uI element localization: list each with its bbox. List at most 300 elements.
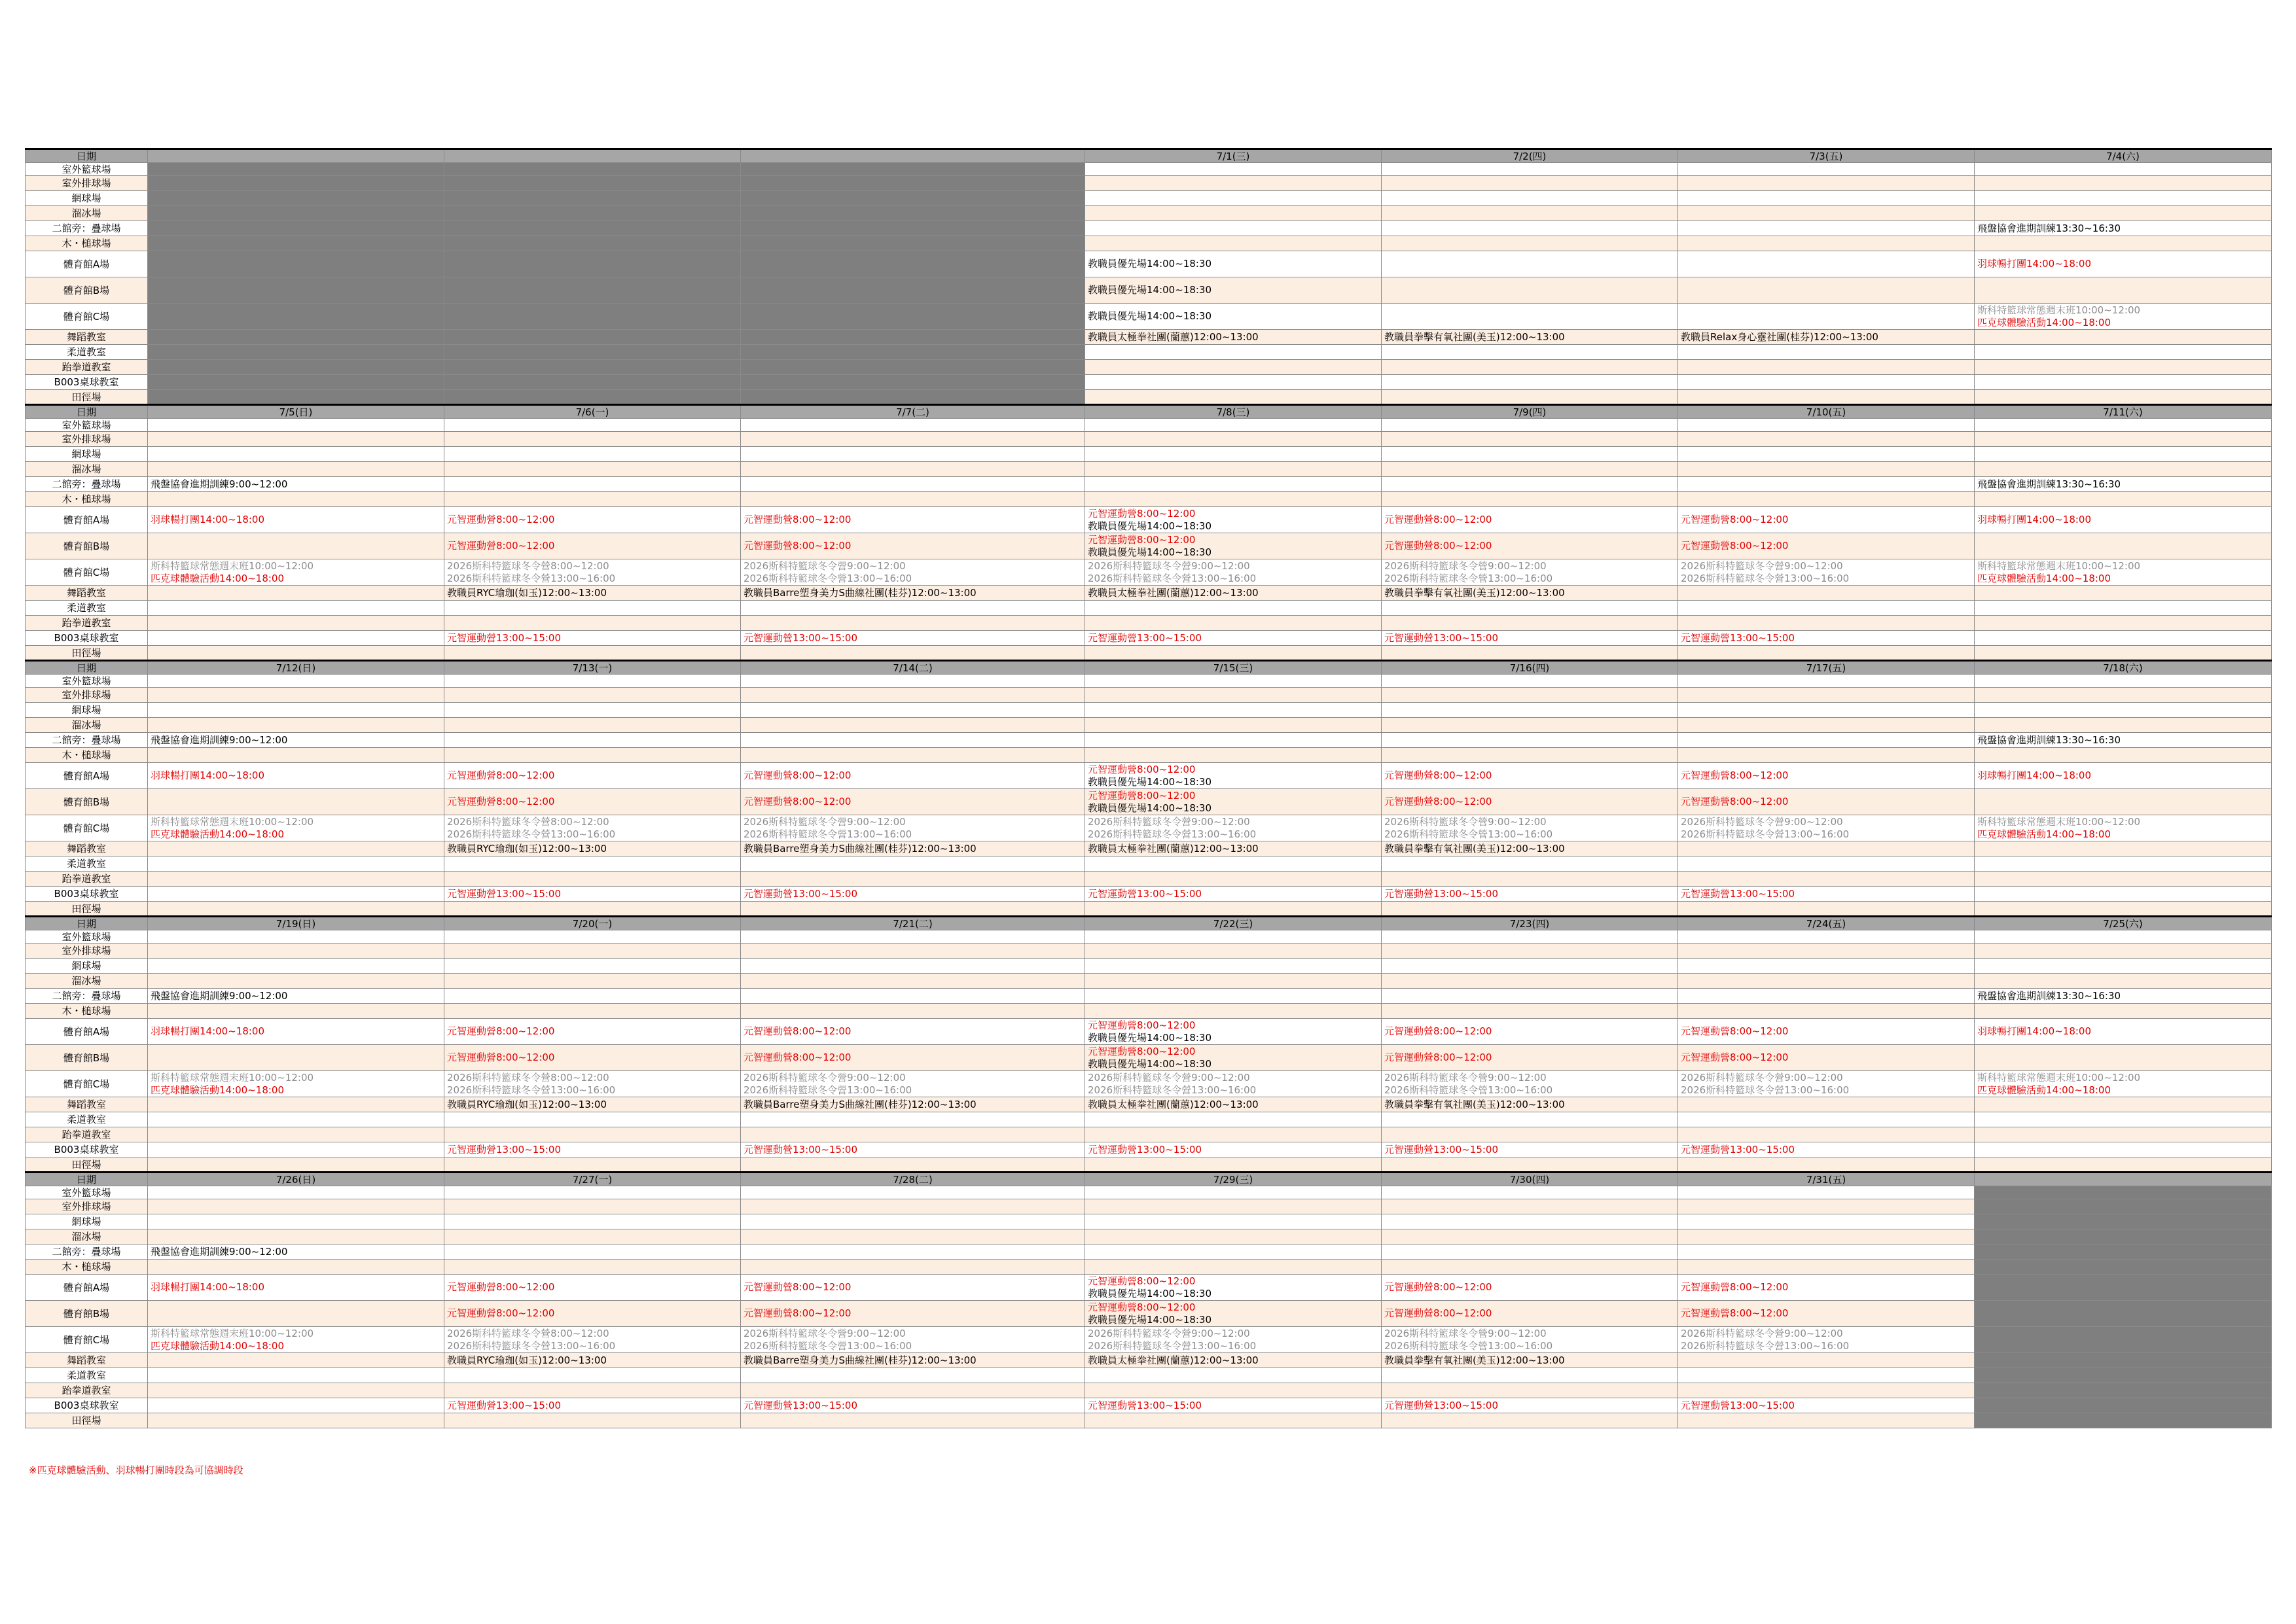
schedule-cell[interactable] xyxy=(1975,1275,2272,1301)
schedule-cell[interactable] xyxy=(148,748,444,763)
schedule-cell[interactable] xyxy=(148,533,444,559)
schedule-cell[interactable] xyxy=(1382,1127,1678,1142)
schedule-cell[interactable] xyxy=(1085,675,1382,688)
schedule-cell[interactable] xyxy=(1975,586,2272,601)
schedule-cell[interactable] xyxy=(148,330,444,345)
schedule-cell[interactable] xyxy=(741,1199,1085,1214)
schedule-cell[interactable] xyxy=(1382,902,1678,917)
schedule-cell[interactable] xyxy=(1085,974,1382,989)
schedule-cell[interactable] xyxy=(741,1186,1085,1199)
schedule-cell[interactable] xyxy=(1085,1199,1382,1214)
schedule-cell[interactable] xyxy=(1382,601,1678,616)
schedule-cell[interactable] xyxy=(1975,419,2272,432)
schedule-cell[interactable] xyxy=(1085,533,1382,559)
schedule-cell[interactable] xyxy=(1678,1398,1975,1413)
schedule-cell[interactable] xyxy=(1678,236,1975,251)
schedule-cell[interactable] xyxy=(1975,748,2272,763)
schedule-cell[interactable] xyxy=(741,390,1085,405)
schedule-cell[interactable] xyxy=(1382,930,1678,944)
schedule-cell[interactable] xyxy=(1975,1112,2272,1127)
schedule-cell[interactable] xyxy=(148,930,444,944)
schedule-cell[interactable] xyxy=(1382,586,1678,601)
schedule-cell[interactable] xyxy=(1678,533,1975,559)
schedule-cell[interactable] xyxy=(444,447,741,462)
schedule-cell[interactable] xyxy=(741,432,1085,447)
schedule-cell[interactable] xyxy=(148,1157,444,1173)
schedule-cell[interactable] xyxy=(1975,616,2272,631)
schedule-cell[interactable] xyxy=(444,1413,741,1428)
schedule-cell[interactable] xyxy=(444,601,741,616)
schedule-cell[interactable] xyxy=(1975,959,2272,974)
schedule-cell[interactable] xyxy=(1382,959,1678,974)
schedule-cell[interactable] xyxy=(741,277,1085,304)
schedule-cell[interactable] xyxy=(741,1127,1085,1142)
schedule-cell[interactable] xyxy=(1975,191,2272,206)
schedule-cell[interactable] xyxy=(1085,601,1382,616)
schedule-cell[interactable] xyxy=(1085,1112,1382,1127)
schedule-cell[interactable] xyxy=(148,688,444,703)
schedule-cell[interactable] xyxy=(1975,559,2272,586)
schedule-cell[interactable] xyxy=(1975,1327,2272,1353)
schedule-cell[interactable] xyxy=(1678,718,1975,733)
schedule-cell[interactable] xyxy=(1678,1413,1975,1428)
schedule-cell[interactable] xyxy=(1975,646,2272,661)
schedule-cell[interactable] xyxy=(1085,507,1382,533)
schedule-cell[interactable] xyxy=(1382,631,1678,646)
schedule-cell[interactable] xyxy=(1085,631,1382,646)
schedule-cell[interactable] xyxy=(1085,462,1382,477)
schedule-cell[interactable] xyxy=(1085,1045,1382,1071)
schedule-cell[interactable] xyxy=(1382,1413,1678,1428)
schedule-cell[interactable] xyxy=(1975,1353,2272,1368)
schedule-cell[interactable] xyxy=(741,462,1085,477)
schedule-cell[interactable] xyxy=(1975,675,2272,688)
schedule-cell[interactable] xyxy=(1678,675,1975,688)
schedule-cell[interactable] xyxy=(148,1004,444,1019)
schedule-cell[interactable] xyxy=(1678,1045,1975,1071)
schedule-cell[interactable] xyxy=(148,944,444,959)
schedule-cell[interactable] xyxy=(741,733,1085,748)
schedule-cell[interactable] xyxy=(1975,507,2272,533)
schedule-cell[interactable] xyxy=(444,974,741,989)
schedule-cell[interactable] xyxy=(741,507,1085,533)
schedule-cell[interactable] xyxy=(741,1071,1085,1097)
schedule-cell[interactable] xyxy=(1678,304,1975,330)
schedule-cell[interactable] xyxy=(1085,688,1382,703)
schedule-cell[interactable] xyxy=(1085,1019,1382,1045)
schedule-cell[interactable] xyxy=(741,375,1085,390)
schedule-cell[interactable] xyxy=(1382,718,1678,733)
schedule-cell[interactable] xyxy=(148,974,444,989)
schedule-cell[interactable] xyxy=(1382,1353,1678,1368)
schedule-cell[interactable] xyxy=(741,559,1085,586)
schedule-cell[interactable] xyxy=(1085,1275,1382,1301)
schedule-cell[interactable] xyxy=(1382,277,1678,304)
schedule-cell[interactable] xyxy=(148,304,444,330)
schedule-cell[interactable] xyxy=(1678,1214,1975,1229)
schedule-cell[interactable] xyxy=(444,748,741,763)
schedule-cell[interactable] xyxy=(741,974,1085,989)
schedule-cell[interactable] xyxy=(1678,163,1975,176)
schedule-cell[interactable] xyxy=(1678,191,1975,206)
schedule-cell[interactable] xyxy=(1382,872,1678,887)
schedule-cell[interactable] xyxy=(1085,733,1382,748)
schedule-cell[interactable] xyxy=(444,703,741,718)
schedule-cell[interactable] xyxy=(444,616,741,631)
schedule-cell[interactable] xyxy=(1678,601,1975,616)
schedule-cell[interactable] xyxy=(1382,1260,1678,1275)
schedule-cell[interactable] xyxy=(148,959,444,974)
schedule-cell[interactable] xyxy=(1975,447,2272,462)
schedule-cell[interactable] xyxy=(148,163,444,176)
schedule-cell[interactable] xyxy=(1678,1368,1975,1383)
schedule-cell[interactable] xyxy=(1678,1383,1975,1398)
schedule-cell[interactable] xyxy=(1678,1019,1975,1045)
schedule-cell[interactable] xyxy=(1678,390,1975,405)
schedule-cell[interactable] xyxy=(741,447,1085,462)
schedule-cell[interactable] xyxy=(1678,733,1975,748)
schedule-cell[interactable] xyxy=(1678,1244,1975,1260)
schedule-cell[interactable] xyxy=(1085,1186,1382,1199)
schedule-cell[interactable] xyxy=(444,462,741,477)
schedule-cell[interactable] xyxy=(148,675,444,688)
schedule-cell[interactable] xyxy=(1678,1004,1975,1019)
schedule-cell[interactable] xyxy=(1975,989,2272,1004)
schedule-cell[interactable] xyxy=(1382,1368,1678,1383)
schedule-cell[interactable] xyxy=(1678,1275,1975,1301)
schedule-cell[interactable] xyxy=(148,375,444,390)
schedule-cell[interactable] xyxy=(1678,703,1975,718)
schedule-cell[interactable] xyxy=(1085,1214,1382,1229)
schedule-cell[interactable] xyxy=(148,236,444,251)
schedule-cell[interactable] xyxy=(1678,1301,1975,1327)
schedule-cell[interactable] xyxy=(148,646,444,661)
schedule-cell[interactable] xyxy=(1085,375,1382,390)
schedule-cell[interactable] xyxy=(148,419,444,432)
schedule-cell[interactable] xyxy=(1382,251,1678,277)
schedule-cell[interactable] xyxy=(1382,733,1678,748)
schedule-cell[interactable] xyxy=(1382,1301,1678,1327)
schedule-cell[interactable] xyxy=(1975,1260,2272,1275)
schedule-cell[interactable] xyxy=(1678,930,1975,944)
schedule-cell[interactable] xyxy=(741,1353,1085,1368)
schedule-cell[interactable] xyxy=(148,1071,444,1097)
schedule-cell[interactable] xyxy=(1975,1368,2272,1383)
schedule-cell[interactable] xyxy=(148,447,444,462)
schedule-cell[interactable] xyxy=(148,887,444,902)
schedule-cell[interactable] xyxy=(1975,1229,2272,1244)
schedule-cell[interactable] xyxy=(1085,477,1382,492)
schedule-cell[interactable] xyxy=(1678,586,1975,601)
schedule-cell[interactable] xyxy=(741,1244,1085,1260)
schedule-cell[interactable] xyxy=(1085,1260,1382,1275)
schedule-cell[interactable] xyxy=(444,533,741,559)
schedule-cell[interactable] xyxy=(1382,1186,1678,1199)
schedule-cell[interactable] xyxy=(1975,601,2272,616)
schedule-cell[interactable] xyxy=(148,176,444,191)
schedule-cell[interactable] xyxy=(148,733,444,748)
schedule-cell[interactable] xyxy=(1382,492,1678,507)
schedule-cell[interactable] xyxy=(1382,646,1678,661)
schedule-cell[interactable] xyxy=(1382,345,1678,360)
schedule-cell[interactable] xyxy=(1085,251,1382,277)
schedule-cell[interactable] xyxy=(1382,675,1678,688)
schedule-cell[interactable] xyxy=(1975,360,2272,375)
schedule-cell[interactable] xyxy=(1382,206,1678,221)
schedule-cell[interactable] xyxy=(1382,763,1678,789)
schedule-cell[interactable] xyxy=(148,345,444,360)
schedule-cell[interactable] xyxy=(741,887,1085,902)
schedule-cell[interactable] xyxy=(1085,1398,1382,1413)
schedule-cell[interactable] xyxy=(1975,330,2272,345)
schedule-cell[interactable] xyxy=(1975,841,2272,856)
schedule-cell[interactable] xyxy=(1678,492,1975,507)
schedule-cell[interactable] xyxy=(1678,477,1975,492)
schedule-cell[interactable] xyxy=(444,989,741,1004)
schedule-cell[interactable] xyxy=(741,533,1085,559)
schedule-cell[interactable] xyxy=(1085,872,1382,887)
schedule-cell[interactable] xyxy=(1975,251,2272,277)
schedule-cell[interactable] xyxy=(1382,1142,1678,1157)
schedule-cell[interactable] xyxy=(1085,1127,1382,1142)
schedule-cell[interactable] xyxy=(444,1301,741,1327)
schedule-cell[interactable] xyxy=(1678,1071,1975,1097)
schedule-cell[interactable] xyxy=(148,841,444,856)
schedule-cell[interactable] xyxy=(1678,251,1975,277)
schedule-cell[interactable] xyxy=(148,1199,444,1214)
schedule-cell[interactable] xyxy=(1678,559,1975,586)
schedule-cell[interactable] xyxy=(1085,432,1382,447)
schedule-cell[interactable] xyxy=(444,375,741,390)
schedule-cell[interactable] xyxy=(1085,1301,1382,1327)
schedule-cell[interactable] xyxy=(1975,277,2272,304)
schedule-cell[interactable] xyxy=(1382,447,1678,462)
schedule-cell[interactable] xyxy=(1085,789,1382,815)
schedule-cell[interactable] xyxy=(1975,718,2272,733)
schedule-cell[interactable] xyxy=(1085,330,1382,345)
schedule-cell[interactable] xyxy=(1975,789,2272,815)
schedule-cell[interactable] xyxy=(1975,206,2272,221)
schedule-cell[interactable] xyxy=(444,492,741,507)
schedule-cell[interactable] xyxy=(1085,1327,1382,1353)
schedule-cell[interactable] xyxy=(1678,1186,1975,1199)
schedule-cell[interactable] xyxy=(1975,688,2272,703)
schedule-cell[interactable] xyxy=(1975,1004,2272,1019)
schedule-cell[interactable] xyxy=(444,646,741,661)
schedule-cell[interactable] xyxy=(444,688,741,703)
schedule-cell[interactable] xyxy=(1975,944,2272,959)
schedule-cell[interactable] xyxy=(1975,1413,2272,1428)
schedule-cell[interactable] xyxy=(1085,616,1382,631)
schedule-cell[interactable] xyxy=(444,1097,741,1112)
schedule-cell[interactable] xyxy=(148,1186,444,1199)
schedule-cell[interactable] xyxy=(741,646,1085,661)
schedule-cell[interactable] xyxy=(1085,1071,1382,1097)
schedule-cell[interactable] xyxy=(148,251,444,277)
schedule-cell[interactable] xyxy=(1975,1383,2272,1398)
schedule-cell[interactable] xyxy=(444,1045,741,1071)
schedule-cell[interactable] xyxy=(444,277,741,304)
schedule-cell[interactable] xyxy=(444,1127,741,1142)
schedule-cell[interactable] xyxy=(444,477,741,492)
schedule-cell[interactable] xyxy=(1085,236,1382,251)
schedule-cell[interactable] xyxy=(444,345,741,360)
schedule-cell[interactable] xyxy=(148,277,444,304)
schedule-cell[interactable] xyxy=(444,221,741,236)
schedule-cell[interactable] xyxy=(741,221,1085,236)
schedule-cell[interactable] xyxy=(741,586,1085,601)
schedule-cell[interactable] xyxy=(444,586,741,601)
schedule-cell[interactable] xyxy=(1975,1019,2272,1045)
schedule-cell[interactable] xyxy=(1382,1275,1678,1301)
schedule-cell[interactable] xyxy=(1678,432,1975,447)
schedule-cell[interactable] xyxy=(148,390,444,405)
schedule-cell[interactable] xyxy=(148,902,444,917)
schedule-cell[interactable] xyxy=(444,559,741,586)
schedule-cell[interactable] xyxy=(148,718,444,733)
schedule-cell[interactable] xyxy=(1975,703,2272,718)
schedule-cell[interactable] xyxy=(741,1398,1085,1413)
schedule-cell[interactable] xyxy=(1085,1368,1382,1383)
schedule-cell[interactable] xyxy=(1678,902,1975,917)
schedule-cell[interactable] xyxy=(148,1398,444,1413)
schedule-cell[interactable] xyxy=(1085,1097,1382,1112)
schedule-cell[interactable] xyxy=(1975,345,2272,360)
schedule-cell[interactable] xyxy=(148,1301,444,1327)
schedule-cell[interactable] xyxy=(741,1045,1085,1071)
schedule-cell[interactable] xyxy=(1678,1199,1975,1214)
schedule-cell[interactable] xyxy=(1382,1112,1678,1127)
schedule-cell[interactable] xyxy=(444,675,741,688)
schedule-cell[interactable] xyxy=(1085,646,1382,661)
schedule-cell[interactable] xyxy=(444,872,741,887)
schedule-cell[interactable] xyxy=(1085,703,1382,718)
schedule-cell[interactable] xyxy=(741,815,1085,841)
schedule-cell[interactable] xyxy=(148,1327,444,1353)
schedule-cell[interactable] xyxy=(444,419,741,432)
schedule-cell[interactable] xyxy=(1382,1244,1678,1260)
schedule-cell[interactable] xyxy=(1382,390,1678,405)
schedule-cell[interactable] xyxy=(148,477,444,492)
schedule-cell[interactable] xyxy=(148,221,444,236)
schedule-cell[interactable] xyxy=(444,856,741,872)
schedule-cell[interactable] xyxy=(148,586,444,601)
schedule-cell[interactable] xyxy=(1975,1214,2272,1229)
schedule-cell[interactable] xyxy=(1382,1157,1678,1173)
schedule-cell[interactable] xyxy=(1678,1327,1975,1353)
schedule-cell[interactable] xyxy=(1085,959,1382,974)
schedule-cell[interactable] xyxy=(1678,989,1975,1004)
schedule-cell[interactable] xyxy=(1382,191,1678,206)
schedule-cell[interactable] xyxy=(1975,856,2272,872)
schedule-cell[interactable] xyxy=(1678,646,1975,661)
schedule-cell[interactable] xyxy=(148,1383,444,1398)
schedule-cell[interactable] xyxy=(148,462,444,477)
schedule-cell[interactable] xyxy=(1382,1045,1678,1071)
schedule-cell[interactable] xyxy=(444,1260,741,1275)
schedule-cell[interactable] xyxy=(1085,1413,1382,1428)
schedule-cell[interactable] xyxy=(1975,176,2272,191)
schedule-cell[interactable] xyxy=(1678,872,1975,887)
schedule-cell[interactable] xyxy=(1678,1260,1975,1275)
schedule-cell[interactable] xyxy=(1382,944,1678,959)
schedule-cell[interactable] xyxy=(148,856,444,872)
schedule-cell[interactable] xyxy=(1975,930,2272,944)
schedule-cell[interactable] xyxy=(1678,815,1975,841)
schedule-cell[interactable] xyxy=(741,1142,1085,1157)
schedule-cell[interactable] xyxy=(1085,304,1382,330)
schedule-cell[interactable] xyxy=(1382,616,1678,631)
schedule-cell[interactable] xyxy=(1975,872,2272,887)
schedule-cell[interactable] xyxy=(741,902,1085,917)
schedule-cell[interactable] xyxy=(741,703,1085,718)
schedule-cell[interactable] xyxy=(1678,462,1975,477)
schedule-cell[interactable] xyxy=(148,1214,444,1229)
schedule-cell[interactable] xyxy=(1382,688,1678,703)
schedule-cell[interactable] xyxy=(148,601,444,616)
schedule-cell[interactable] xyxy=(148,815,444,841)
schedule-cell[interactable] xyxy=(741,1097,1085,1112)
schedule-cell[interactable] xyxy=(1085,1244,1382,1260)
schedule-cell[interactable] xyxy=(1085,176,1382,191)
schedule-cell[interactable] xyxy=(444,944,741,959)
schedule-cell[interactable] xyxy=(1975,631,2272,646)
schedule-cell[interactable] xyxy=(741,492,1085,507)
schedule-cell[interactable] xyxy=(1975,902,2272,917)
schedule-cell[interactable] xyxy=(1975,1398,2272,1413)
schedule-cell[interactable] xyxy=(741,1157,1085,1173)
schedule-cell[interactable] xyxy=(1382,841,1678,856)
schedule-cell[interactable] xyxy=(1975,1186,2272,1199)
schedule-cell[interactable] xyxy=(1382,1071,1678,1097)
schedule-cell[interactable] xyxy=(741,236,1085,251)
schedule-cell[interactable] xyxy=(1382,176,1678,191)
schedule-cell[interactable] xyxy=(741,1260,1085,1275)
schedule-cell[interactable] xyxy=(1975,1199,2272,1214)
schedule-cell[interactable] xyxy=(148,1353,444,1368)
schedule-cell[interactable] xyxy=(1975,1157,2272,1173)
schedule-cell[interactable] xyxy=(1975,432,2272,447)
schedule-cell[interactable] xyxy=(1085,345,1382,360)
schedule-cell[interactable] xyxy=(1382,1327,1678,1353)
schedule-cell[interactable] xyxy=(1678,360,1975,375)
schedule-cell[interactable] xyxy=(1678,789,1975,815)
schedule-cell[interactable] xyxy=(148,1045,444,1071)
schedule-cell[interactable] xyxy=(1085,989,1382,1004)
schedule-cell[interactable] xyxy=(1382,221,1678,236)
schedule-cell[interactable] xyxy=(444,1157,741,1173)
schedule-cell[interactable] xyxy=(741,989,1085,1004)
schedule-cell[interactable] xyxy=(1678,688,1975,703)
schedule-cell[interactable] xyxy=(741,856,1085,872)
schedule-cell[interactable] xyxy=(741,601,1085,616)
schedule-cell[interactable] xyxy=(1085,1353,1382,1368)
schedule-cell[interactable] xyxy=(1085,763,1382,789)
schedule-cell[interactable] xyxy=(1678,1112,1975,1127)
schedule-cell[interactable] xyxy=(1678,974,1975,989)
schedule-cell[interactable] xyxy=(1678,1353,1975,1368)
schedule-cell[interactable] xyxy=(444,507,741,533)
schedule-cell[interactable] xyxy=(1975,236,2272,251)
schedule-cell[interactable] xyxy=(444,432,741,447)
schedule-cell[interactable] xyxy=(1382,163,1678,176)
schedule-cell[interactable] xyxy=(741,688,1085,703)
schedule-cell[interactable] xyxy=(444,1383,741,1398)
schedule-cell[interactable] xyxy=(1975,304,2272,330)
schedule-cell[interactable] xyxy=(148,616,444,631)
schedule-cell[interactable] xyxy=(1975,1301,2272,1327)
schedule-cell[interactable] xyxy=(444,390,741,405)
